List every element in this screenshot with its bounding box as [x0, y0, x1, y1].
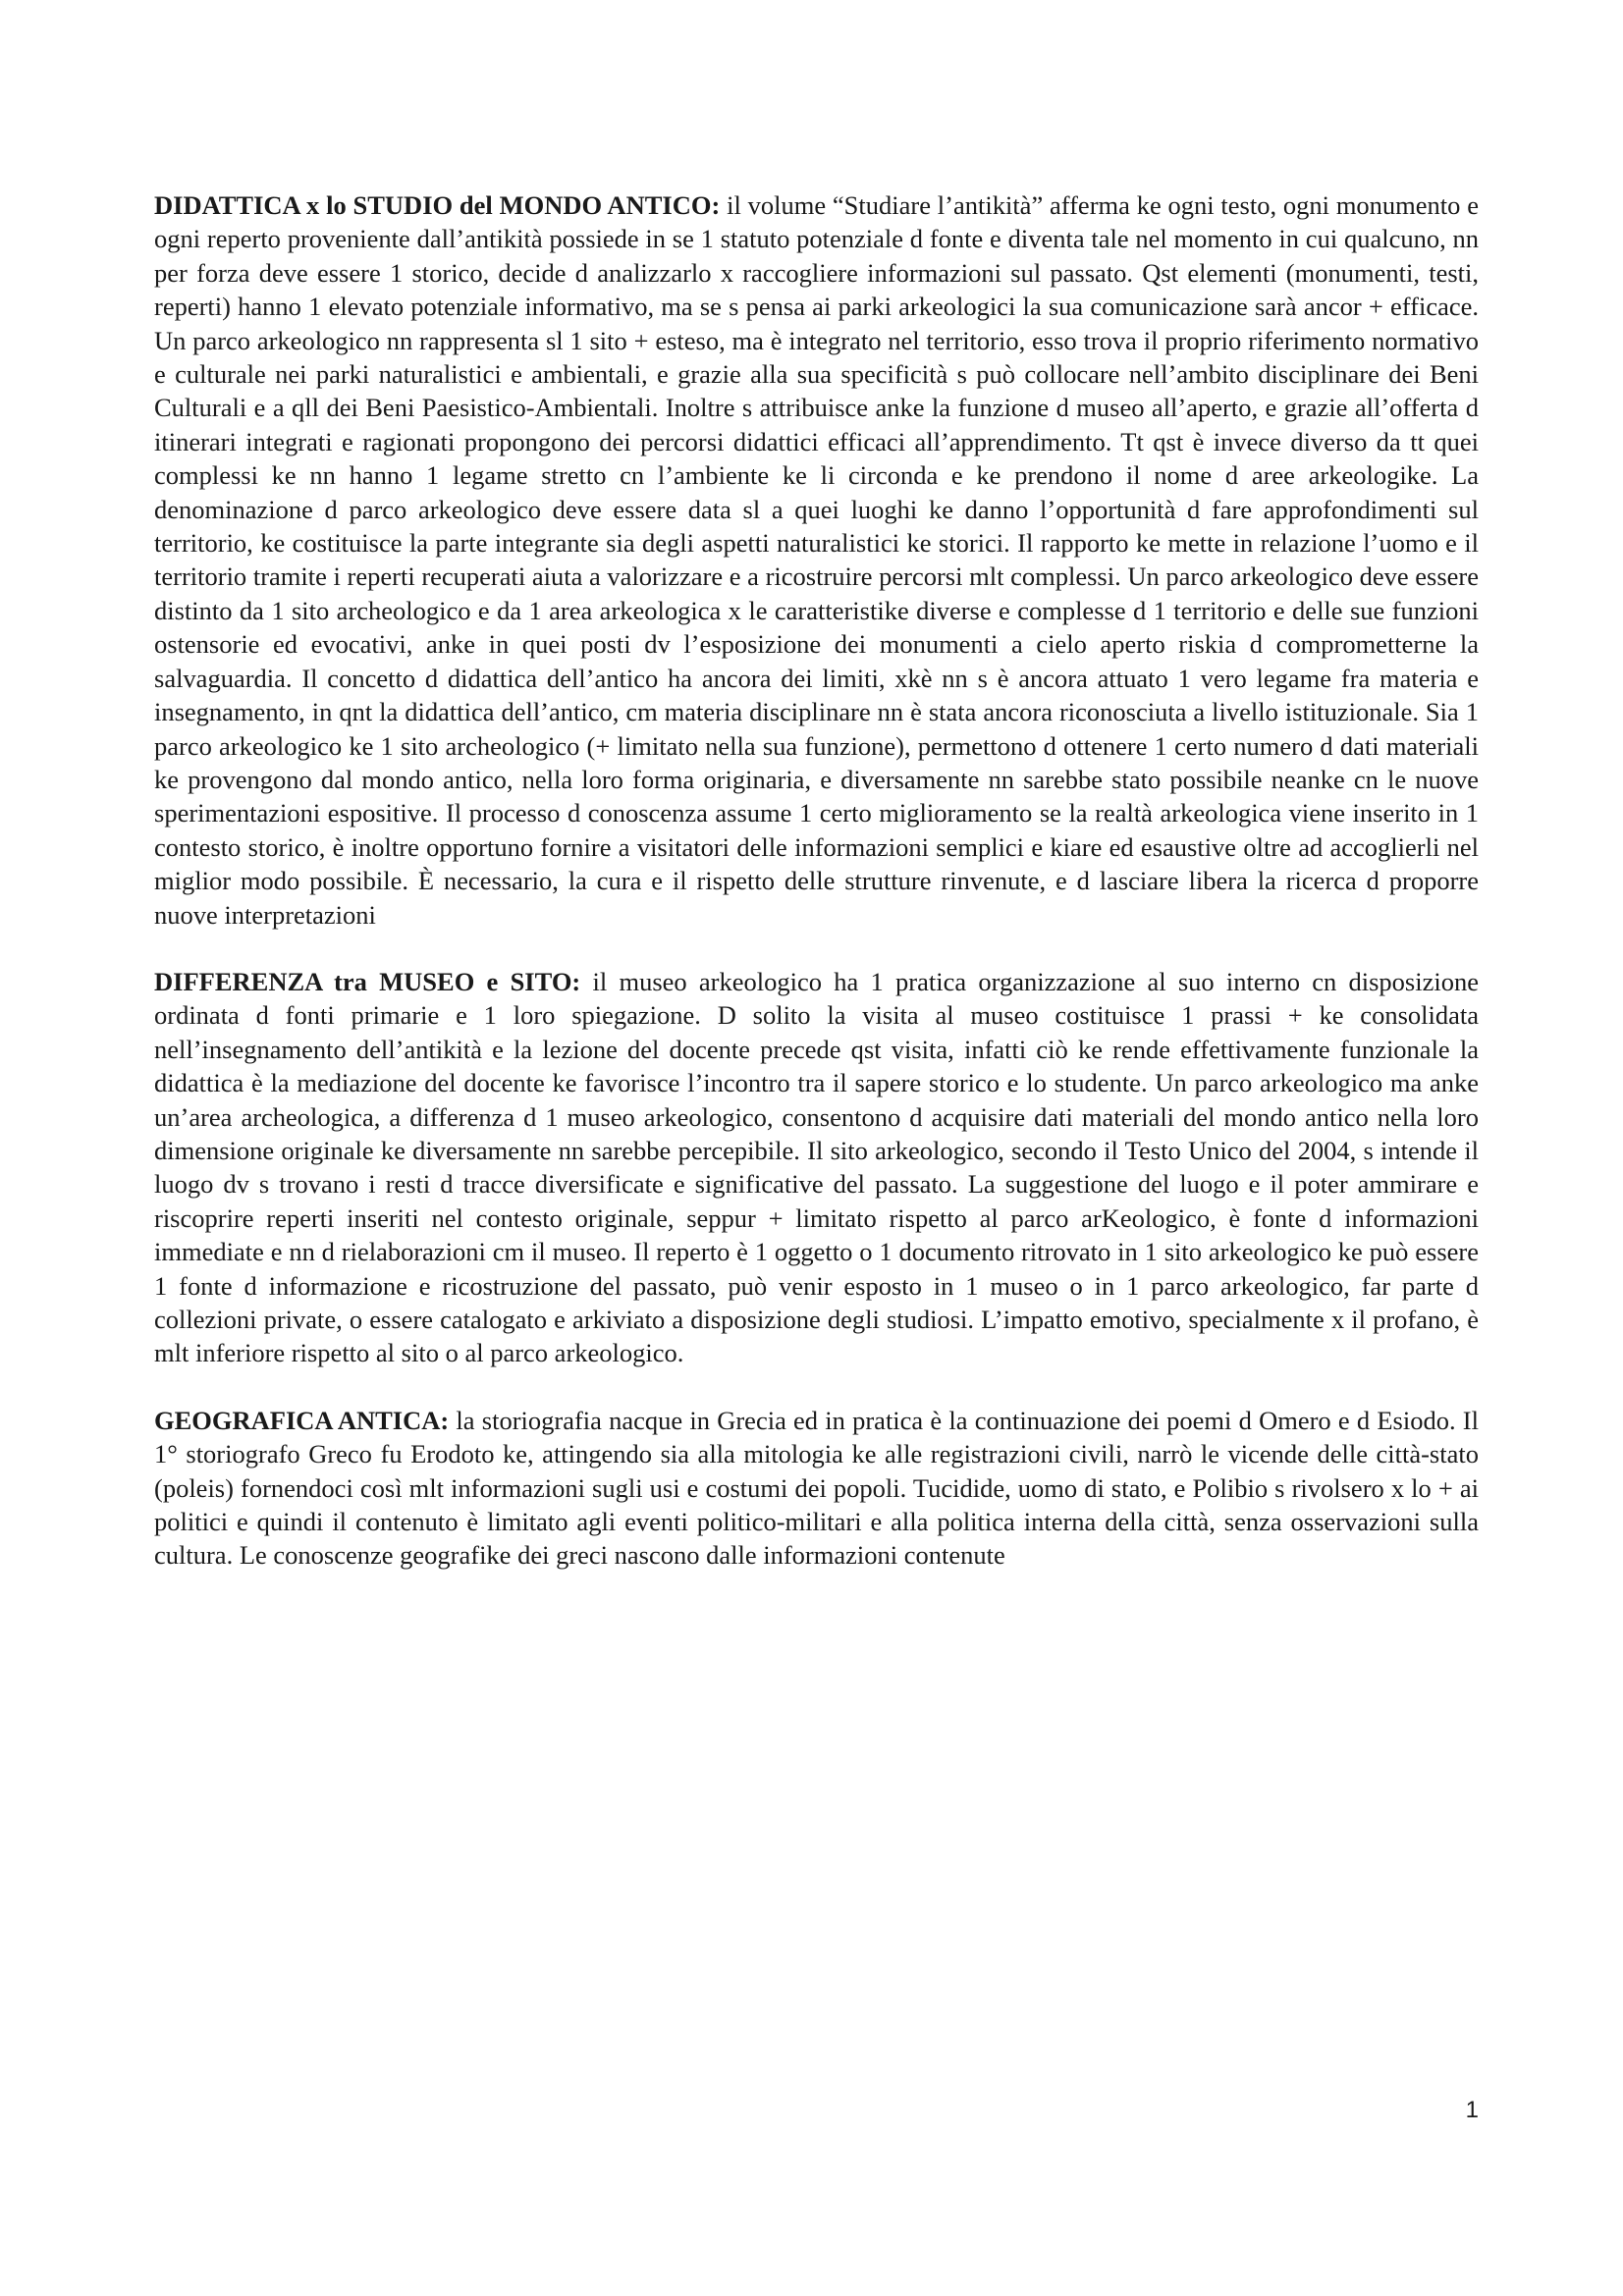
page-number: 1: [1465, 2097, 1479, 2123]
paragraph-geografica: [154, 1404, 1479, 1573]
paragraph-differenza-body: il museo arkeologico ha 1 pratica organizzazione al suo interno cn disposizione ordinata d fonti primarie e 1 loro spiegazione. D solito la visita al museo costituisce 1 prassi + ke consolidata nell’insegnamento dell’antikità e la lezione del docente precede qst visita, infatti ciò ke rende effettivamente funzionale la didattica è la mediazione del docente ke favorisce l’incontro tra il sapere storico e lo studente. Un parco arkeologico ma anke un’area archeologica, a differenza d 1 museo arkeologico, consentono d acquisire dati materiali del mondo antico nella loro dimensione originale ke diversamente nn sarebbe percepibile. Il sito arkeologico, secondo il Testo Unico del 2004, s intende il luogo dv s trovano i resti d tracce diversificate e significative del passato. La suggestione del luogo e il poter ammirare e riscoprire reperti inseriti nel contesto originale, seppur + limitato rispetto al parco arKeologico, è fonte d informazioni immediate e nn d rielaborazioni cm il museo. Il reperto è 1 oggetto o 1 documento ritrovato in 1 sito arkeologico ke può essere 1 fonte d informazione e ricostruzione del passato, può venir esposto in 1 museo o in 1 parco arkeologico, far parte d collezioni private, o essere catalogato e arkiviato a disposizione degli studiosi. L’impatto emotivo, specialmente x il profano, è mlt inferiore rispetto al sito o al parco arkeologico.: [154, 966, 1479, 1368]
heading-geografica: GEOGRAFICA ANTICA:: [154, 1405, 450, 1435]
paragraph-didattica: [154, 188, 1479, 932]
heading-didattica: DIDATTICA x lo STUDIO del MONDO ANTICO:: [154, 190, 721, 220]
document-page: [154, 188, 1479, 1606]
heading-differenza: DIFFERENZA tra MUSEO e SITO:: [154, 966, 581, 996]
paragraph-geografica-body: la storiografia nacque in Grecia ed in pratica è la continuazione dei poemi d Omero e d Esiodo. Il 1° storiografo Greco fu Erodoto ke, attingendo sia alla mitologia ke alle registrazioni civili, narrò le vicende delle città-stato (poleis) fornendoci così mlt informazioni sugli usi e costumi dei popoli. Tucidide, uomo di stato, e Polibio s rivolsero x lo + ai politici e quindi il contenuto è limitato agli eventi politico-militari e alla politica interna della città, senza osservazioni sulla cultura. Le conoscenze geografike dei greci nascono dalle informazioni contenute: [154, 1405, 1479, 1571]
paragraph-differenza: [154, 965, 1479, 1370]
paragraph-didattica-body: il volume “Studiare l’antikità” afferma ke ogni testo, ogni monumento e ogni reperto proveniente dall’antikità possiede in se 1 statuto potenziale d fonte e diventa tale nel momento in cui qualcuno, nn per forza deve essere 1 storico, decide d analizzarlo x raccogliere informazioni sul passato. Qst elementi (monumenti, testi, reperti) hanno 1 elevato potenziale informativo, ma se s pensa ai parki arkeologici la sua comunicazione sarà ancor + efficace. Un parco arkeologico nn rappresenta sl 1 sito + esteso, ma è integrato nel territorio, esso trova il proprio riferimento normativo e culturale nei parki naturalistici e ambientali, e grazie alla sua specificità s può collocare nell’ambito disciplinare dei Beni Culturali e a qll dei Beni Paesistico-Ambientali. Inoltre s attribuisce anke la funzione d museo all’aperto, e grazie all’offerta d itinerari integrati e ragionati propongono dei percorsi didattici efficaci all’apprendimento. Tt qst è invece diverso da tt quei complessi ke nn hanno 1 legame stretto cn l’ambiente ke li circonda e ke prendono il nome d aree arkeologike. La denominazione d parco arkeologico deve essere data sl a quei luoghi ke danno l’opportunità d fare approfondimenti sul territorio, ke costituisce la parte integrante sia degli aspetti naturalistici ke storici. Il rapporto ke mette in relazione l’uomo e il territorio tramite i reperti recuperati aiuta a valorizzare e a ricostruire percorsi mlt complessi. Un parco arkeologico deve essere distinto da 1 sito archeologico e da 1 area arkeologica x le caratteristike diverse e complesse d 1 territorio e delle sue funzioni ostensorie ed evocativi, anke in quei posti dv l’esposizione dei monumenti a cielo aperto riskia d comprometterne la salvaguardia. Il concetto d didattica dell’antico ha ancora dei limiti, xkè nn s è ancora attuato 1 vero legame fra materia e insegnamento, in qnt la didattica dell’antico, cm materia disciplinare nn è stata ancora riconosciuta a livello istituzionale. Sia 1 parco arkeologico ke 1 sito archeologico (+ limitato nella sua funzione), permettono d ottenere 1 certo numero d dati materiali ke provengono dal mondo antico, nella loro forma originaria, e diversamente nn sarebbe stato possibile neanke cn le nuove sperimentazioni espositive. Il processo d conoscenza assume 1 certo miglioramento se la realtà arkeologica viene inserito in 1 contesto storico, è inoltre opportuno fornire a visitatori delle informazioni semplici e kiare ed esaustive oltre ad accoglierli nel miglior modo possibile. È necessario, la cura e il rispetto delle strutture rinvenute, e d lasciare libera la ricerca d proporre nuove interpretazioni: [154, 190, 1479, 930]
